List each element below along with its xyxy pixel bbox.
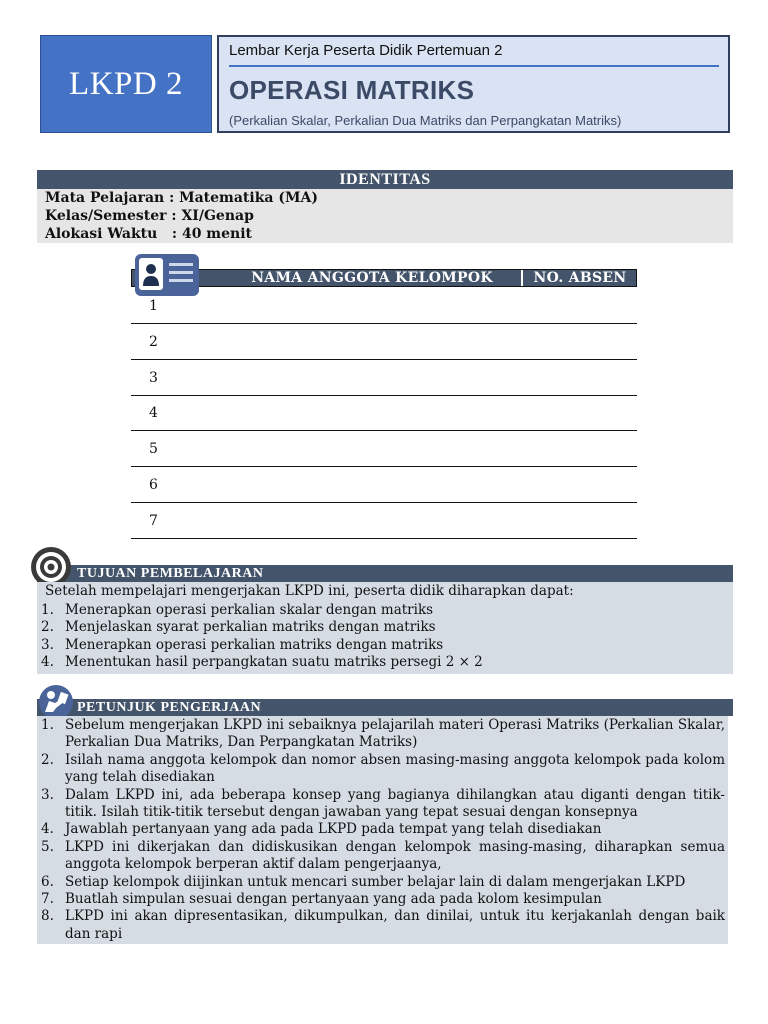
group-row-number: 2 — [149, 334, 158, 350]
list-text: Sebelum mengerjakan LKPD ini sebaiknya pelajarilah materi Operasi Matriks (Perkalian Skalar, Perkalian Dua Matriks, Dan Perpangkatan Matriks) — [65, 717, 725, 751]
list-number: 4. — [41, 821, 54, 838]
petunjuk-heading-bar — [37, 699, 733, 716]
worksheet-subtitle: Lembar Kerja Peserta Didik Pertemuan 2 — [229, 42, 503, 59]
identitas-subject: Mata Pelajaran : Matematika (MA) — [45, 190, 318, 206]
worksheet-topics: (Perkalian Skalar, Perkalian Dua Matriks dan Perpangkatan Matriks) — [229, 113, 622, 128]
group-row-number: 7 — [149, 513, 158, 529]
group-row[interactable] — [131, 360, 637, 396]
list-item — [41, 787, 725, 822]
list-number: 1. — [41, 602, 54, 618]
tujuan-heading-bar — [37, 565, 733, 582]
lkpd-badge-label: LKPD 2 — [69, 65, 183, 102]
column-divider — [521, 270, 523, 286]
group-row-number: 4 — [149, 405, 158, 421]
tujuan-list — [41, 602, 729, 672]
list-text: Dalam LKPD ini, ada beberapa konsep yang bagianya dihilangkan atau diganti dengan titik-titik. Isilah titik-titik tersebut dengan jawaban yang tepat sesuai dengan konsepnya — [65, 786, 725, 821]
list-text: LKPD ini akan dipresentasikan, dikumpulkan, dan dinilai, untuk itu kerjakanlah dengan baik dan rapi — [65, 908, 725, 942]
tujuan-intro: Setelah mempelajari mengerjakan LKPD ini, peserta didik diharapkan dapat: — [45, 583, 574, 599]
list-item — [41, 874, 725, 891]
group-name-column-header: NAMA ANGGOTA KELOMPOK — [251, 270, 493, 286]
reading-person-icon — [37, 684, 75, 720]
petunjuk-panel — [37, 716, 728, 944]
petunjuk-list — [41, 717, 725, 943]
group-row-number: 5 — [149, 441, 158, 457]
title-divider — [229, 65, 719, 67]
tujuan-panel — [37, 582, 733, 674]
petunjuk-heading: PETUNJUK PENGERJAAN — [77, 700, 262, 715]
group-row[interactable] — [131, 395, 637, 431]
list-item — [41, 717, 725, 752]
lkpd-badge — [40, 35, 212, 133]
list-number: 8. — [41, 908, 54, 925]
list-text: Menerapkan operasi perkalian matriks dengan matriks — [65, 636, 444, 653]
list-number: 3. — [41, 636, 54, 653]
identitas-panel — [37, 189, 733, 243]
list-text: Menjelaskan syarat perkalian matriks dengan matriks — [65, 619, 436, 636]
list-item — [41, 654, 729, 671]
list-text: Menentukan hasil perpangkatan suatu matriks persegi 2 × 2 — [65, 654, 483, 671]
list-text: Buatlah simpulan sesuai dengan pertanyaan yang ada pada kolom kesimpulan — [65, 891, 602, 908]
list-item — [41, 908, 725, 943]
group-row-number: 6 — [149, 477, 158, 493]
tujuan-heading: TUJUAN PEMBELAJARAN — [77, 566, 264, 581]
list-text: Jawablah pertanyaan yang ada pada LKPD pada tempat yang telah disediakan — [65, 821, 602, 838]
group-row[interactable] — [131, 467, 637, 503]
group-row-number: 1 — [149, 298, 158, 314]
list-number: 3. — [41, 786, 54, 803]
list-item — [41, 637, 729, 654]
group-row[interactable] — [131, 431, 637, 467]
worksheet-title: OPERASI MATRIKS — [229, 75, 475, 105]
list-number: 6. — [41, 873, 54, 890]
list-number: 5. — [41, 838, 54, 855]
list-item — [41, 839, 725, 874]
list-number: 1. — [41, 717, 54, 733]
list-number: 2. — [41, 619, 54, 636]
identitas-heading: IDENTITAS — [37, 170, 733, 189]
title-panel — [217, 35, 730, 133]
list-text: LKPD ini dikerjakan dan didiskusikan dengan kelompok masing-masing, diharapkan semua anggota kelompok berperan aktif dalam pengerjaanya, — [65, 838, 725, 873]
absen-column-header: NO. ABSEN — [533, 270, 627, 286]
group-row[interactable] — [131, 324, 637, 360]
list-item — [41, 821, 725, 838]
list-item — [41, 602, 729, 619]
list-text: Menerapkan operasi perkalian skalar dengan matriks — [65, 602, 434, 618]
identitas-time: Alokasi Waktu : 40 menit — [45, 226, 252, 242]
list-item — [41, 752, 725, 787]
list-item — [41, 891, 725, 908]
list-number: 2. — [41, 751, 54, 768]
group-row-number: 3 — [149, 370, 158, 386]
group-row[interactable] — [131, 503, 637, 539]
list-number: 4. — [41, 654, 54, 671]
identitas-class: Kelas/Semester : XI/Genap — [45, 208, 254, 224]
list-text: Isilah nama anggota kelompok dan nomor absen masing-masing anggota kelompok pada kolom yang telah disediakan — [65, 751, 725, 786]
list-item — [41, 619, 729, 636]
group-row[interactable] — [131, 288, 637, 324]
list-text: Setiap kelompok diijinkan untuk mencari sumber belajar lain di dalam mengerjakan LKPD — [65, 873, 686, 890]
list-number: 7. — [41, 891, 54, 908]
group-table-header — [131, 269, 637, 287]
